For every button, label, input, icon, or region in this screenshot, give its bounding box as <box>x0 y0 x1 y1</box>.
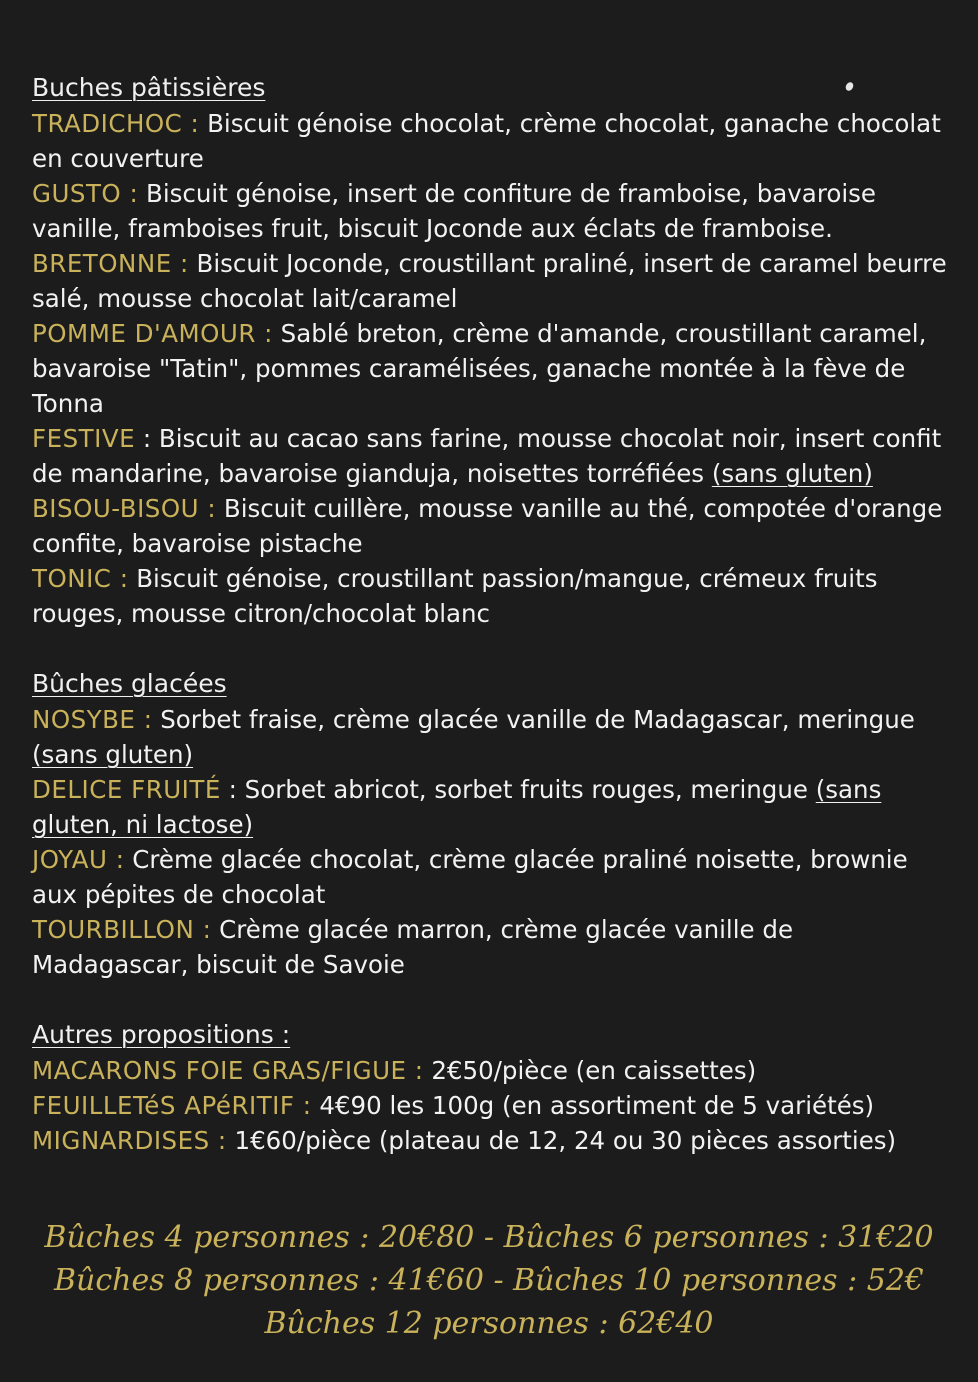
item-name: FEUILLETéS APéRITIF : <box>32 1091 312 1120</box>
section-title-frozen: Bûches glacées <box>32 669 227 698</box>
item-name: BRETONNE : <box>32 249 189 278</box>
item-description: 2€50/pièce (en caissettes) <box>423 1056 757 1085</box>
menu-document <box>32 70 952 1158</box>
item-name: TRADICHOC : <box>32 109 200 138</box>
item-name: BISOU-BISOU : <box>32 494 217 523</box>
item-name: POMME D'AMOUR : <box>32 319 273 348</box>
menu-item-tourbillon <box>32 912 952 982</box>
item-name: FESTIVE <box>32 424 136 453</box>
menu-item-mignardises <box>32 1123 952 1158</box>
menu-item-feuilletes <box>32 1088 952 1123</box>
item-description: Crème glacée chocolat, crème glacée praliné noisette, brownie aux pépites de chocolat <box>32 845 908 909</box>
item-description: : Biscuit au cacao sans farine, mousse chocolat noir, insert confit de mandarine, bavaroise gianduja, noisettes torréfiées <box>32 424 942 488</box>
item-description: Crème glacée marron, crème glacée vanille de Madagascar, biscuit de Savoie <box>32 915 794 979</box>
menu-item-macarons <box>32 1053 952 1088</box>
item-name: MIGNARDISES : <box>32 1126 227 1155</box>
item-name: DELICE FRUITÉ <box>32 775 221 804</box>
item-name: TOURBILLON : <box>32 915 212 944</box>
item-name: MACARONS FOIE GRAS/FIGUE : <box>32 1056 424 1085</box>
item-name: NOSYBE : <box>32 705 153 734</box>
section-title-others: Autres propositions : <box>32 1020 291 1049</box>
menu-item-festive <box>32 421 952 491</box>
item-description: Biscuit Joconde, croustillant praliné, insert de caramel beurre salé, mousse chocolat lait/caramel <box>32 249 947 313</box>
menu-item-gusto <box>32 176 952 246</box>
item-name: TONIC : <box>32 564 129 593</box>
item-name: GUSTO : <box>32 179 139 208</box>
menu-item-bretonne <box>32 246 952 316</box>
price-line-3: Bûches 12 personnes : 62€40 <box>264 1306 714 1341</box>
item-description: 1€60/pièce (plateau de 12, 24 ou 30 pièces assorties) <box>226 1126 897 1155</box>
section-spacer <box>32 982 952 1017</box>
price-list <box>0 1216 978 1345</box>
item-description: 4€90 les 100g (en assortiment de 5 variétés) <box>311 1091 875 1120</box>
section-spacer <box>32 631 952 666</box>
menu-item-joyau <box>32 842 952 912</box>
item-name: JOYAU : <box>32 845 125 874</box>
price-line-2: Bûches 8 personnes : 41€60 - Bûches 10 personnes : 52€ <box>53 1263 925 1298</box>
item-description: Biscuit génoise, insert de confiture de framboise, bavaroise vanille, framboises fruit, biscuit Joconde aux éclats de framboise. <box>32 179 876 243</box>
item-description: Sorbet fraise, crème glacée vanille de Madagascar, meringue <box>152 705 915 734</box>
item-description: Biscuit cuillère, mousse vanille au thé, compotée d'orange confite, bavaroise pistache <box>32 494 943 558</box>
item-note: (sans gluten) <box>32 740 194 769</box>
menu-item-tradichoc <box>32 106 952 176</box>
section-title-pastry: Buches pâtissières <box>32 73 266 102</box>
item-description: Biscuit génoise, croustillant passion/mangue, crémeux fruits rouges, mousse citron/chocolat blanc <box>32 564 878 628</box>
menu-item-delice-fruite <box>32 772 952 842</box>
menu-item-nosybe <box>32 702 952 772</box>
item-note: (sans gluten, ni lactose) <box>32 775 882 839</box>
item-note: (sans gluten) <box>711 459 873 488</box>
menu-item-bisou-bisou <box>32 491 952 561</box>
item-description: : Sorbet abricot, sorbet fruits rouges, meringue <box>220 775 816 804</box>
menu-item-pomme-d-amour <box>32 316 952 421</box>
item-description: Sablé breton, crème d'amande, croustillant caramel, bavaroise "Tatin", pommes caramélisées, ganache montée à la fève de Tonna <box>32 319 927 418</box>
price-line-1: Bûches 4 personnes : 20€80 - Bûches 6 personnes : 31€20 <box>44 1220 934 1255</box>
menu-item-tonic <box>32 561 952 631</box>
item-description: Biscuit génoise chocolat, crème chocolat, ganache chocolat en couverture <box>32 109 941 173</box>
